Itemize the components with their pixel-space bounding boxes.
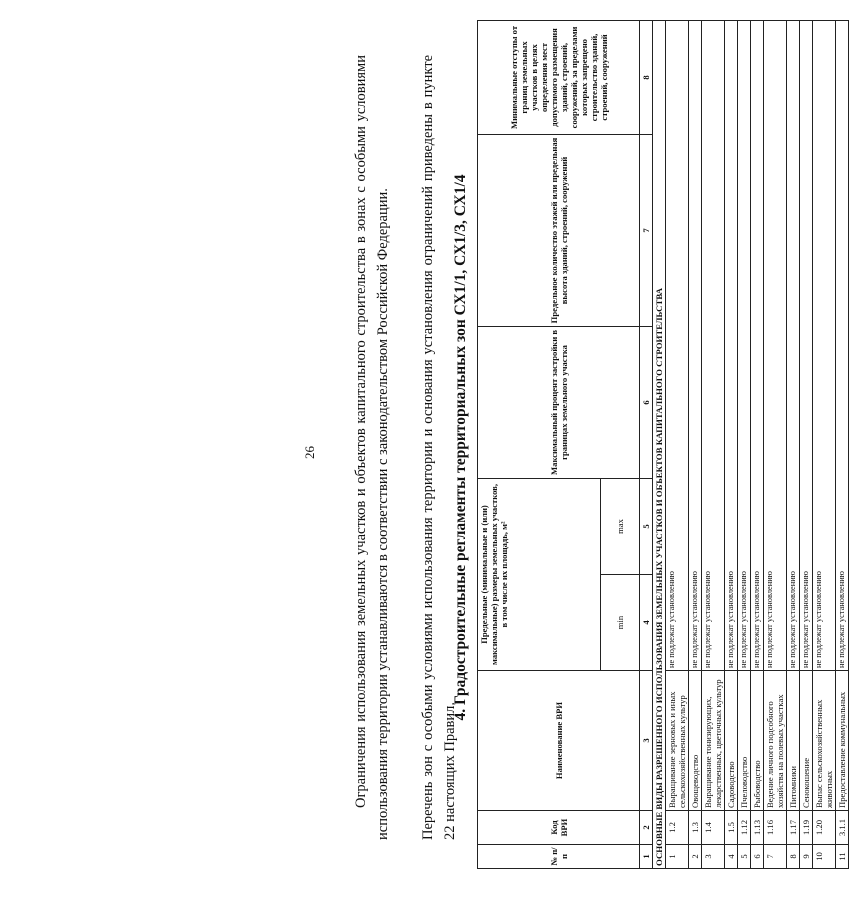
table-row	[666, 20, 689, 868]
header-code: Код ВРИ	[478, 811, 640, 845]
row-number: 4	[725, 845, 738, 869]
row-number: 2	[689, 845, 702, 869]
row-value: не подлежат установлению	[751, 20, 764, 670]
row-name: Сенокошение	[800, 671, 813, 811]
section-title: ОСНОВНЫЕ ВИДЫ РАЗРЕШЕННОГО ИСПОЛЬЗОВАНИЯ ЗЕМЕЛЬНЫХ УЧАСТКОВ И ОБЪЕКТОВ КАПИТАЛЬНОГО СТРОИТЕЛЬСТВА	[653, 20, 666, 868]
header-percent: Максимальный процент застройки в границах земельного участка	[478, 326, 640, 478]
header-size-group: Предельные (минимальные и (или) максимальные) размеры земельных участков, в том числе их площадь, м²	[478, 478, 601, 670]
section-heading: 4. Градостроительные регламенты территориальных зон СХ1/1, СХ1/3, СХ1/4	[452, 174, 469, 721]
row-code: 1.12	[738, 811, 751, 845]
header-floors: Предельное количество этажей или предельная высота зданий, строений, сооружений	[478, 134, 640, 326]
row-code: 1.3	[689, 811, 702, 845]
row-name: Рыбоводство	[751, 671, 764, 811]
row-value: не подлежат установлению	[666, 20, 689, 670]
table-row	[725, 20, 738, 868]
row-value: не подлежат установлению	[836, 20, 849, 670]
paragraph-restrictions: Ограничения использования земельных участков и объектов капитального строительства в зонах с особыми условиями использования территории устанавливаются в соответствии с законодательством Российской Федерации.	[352, 55, 391, 840]
row-value: не подлежат установлению	[813, 20, 836, 670]
header-num: № п/п	[478, 845, 640, 869]
row-number: 5	[738, 845, 751, 869]
index-cell: 3	[640, 671, 653, 811]
row-code: 1.20	[813, 811, 836, 845]
row-name: Овощеводство	[689, 671, 702, 811]
row-value: не подлежат установлению	[800, 20, 813, 670]
row-number: 8	[787, 845, 800, 869]
table-rows	[666, 20, 849, 868]
row-value: не подлежат установлению	[787, 20, 800, 670]
table-row	[702, 20, 725, 868]
row-code: 1.13	[751, 811, 764, 845]
table-row	[800, 20, 813, 868]
table-row	[813, 20, 836, 868]
row-name: Пчеловодство	[738, 671, 751, 811]
row-name: Садоводство	[725, 671, 738, 811]
table-row	[836, 20, 849, 868]
section-row	[653, 20, 666, 868]
regulations-table	[477, 20, 849, 869]
index-cell: 8	[640, 20, 653, 134]
index-cell: 1	[640, 845, 653, 869]
row-number: 1	[666, 845, 689, 869]
row-value: не подлежат установлению	[725, 20, 738, 670]
row-name: Питомники	[787, 671, 800, 811]
table-header-row	[478, 20, 601, 868]
table-row	[751, 20, 764, 868]
table-row	[689, 20, 702, 868]
table-row	[738, 20, 751, 868]
row-code: 1.17	[787, 811, 800, 845]
row-code: 1.16	[764, 811, 787, 845]
row-code: 1.19	[800, 811, 813, 845]
header-min: min	[601, 575, 640, 671]
header-setbacks: Минимальные отступы от границ земельных участков в целях определения мест допустимого размещения зданий, строений, сооружений, за пределами которых запрещено строительство зданий, строений, сооружений	[478, 20, 640, 134]
row-number: 10	[813, 845, 836, 869]
row-value: не подлежат установлению	[702, 20, 725, 670]
row-value: не подлежат установлению	[764, 20, 787, 670]
index-cell: 6	[640, 326, 653, 478]
row-code: 1.5	[725, 811, 738, 845]
row-name: Ведение личного подсобного хозяйства на полевых участках	[764, 671, 787, 811]
table-row	[787, 20, 800, 868]
row-number: 3	[702, 845, 725, 869]
column-index-row	[640, 20, 653, 868]
index-cell: 7	[640, 134, 653, 326]
table-row	[764, 20, 787, 868]
page-number: 26	[302, 446, 317, 459]
row-number: 11	[836, 845, 849, 869]
row-name: Выпас сельскохозяйственных животных	[813, 671, 836, 811]
header-max: max	[601, 478, 640, 574]
row-code: 1.2	[666, 811, 689, 845]
index-cell: 5	[640, 478, 653, 574]
index-cell: 4	[640, 575, 653, 671]
paragraph-zone-list: Перечень зон с особыми условиями использования территории и основания установления ограничений приведены в пункте 22 настоящих Правил.	[419, 55, 458, 840]
row-code: 1.4	[702, 811, 725, 845]
row-number: 9	[800, 845, 813, 869]
row-name: Выращивание тонизирующих, лекарственных, цветочных культур	[702, 671, 725, 811]
row-value: не подлежат установлению	[689, 20, 702, 670]
row-number: 7	[764, 845, 787, 869]
row-number: 6	[751, 845, 764, 869]
row-value: не подлежат установлению	[738, 20, 751, 670]
row-code: 3.1.1	[836, 811, 849, 845]
index-cell: 2	[640, 811, 653, 845]
row-name: Предоставление коммунальных	[836, 671, 849, 811]
row-name: Выращивание зерновых и иных сельскохозяйственных культур	[666, 671, 689, 811]
header-name: Наименование ВРИ	[478, 671, 640, 811]
